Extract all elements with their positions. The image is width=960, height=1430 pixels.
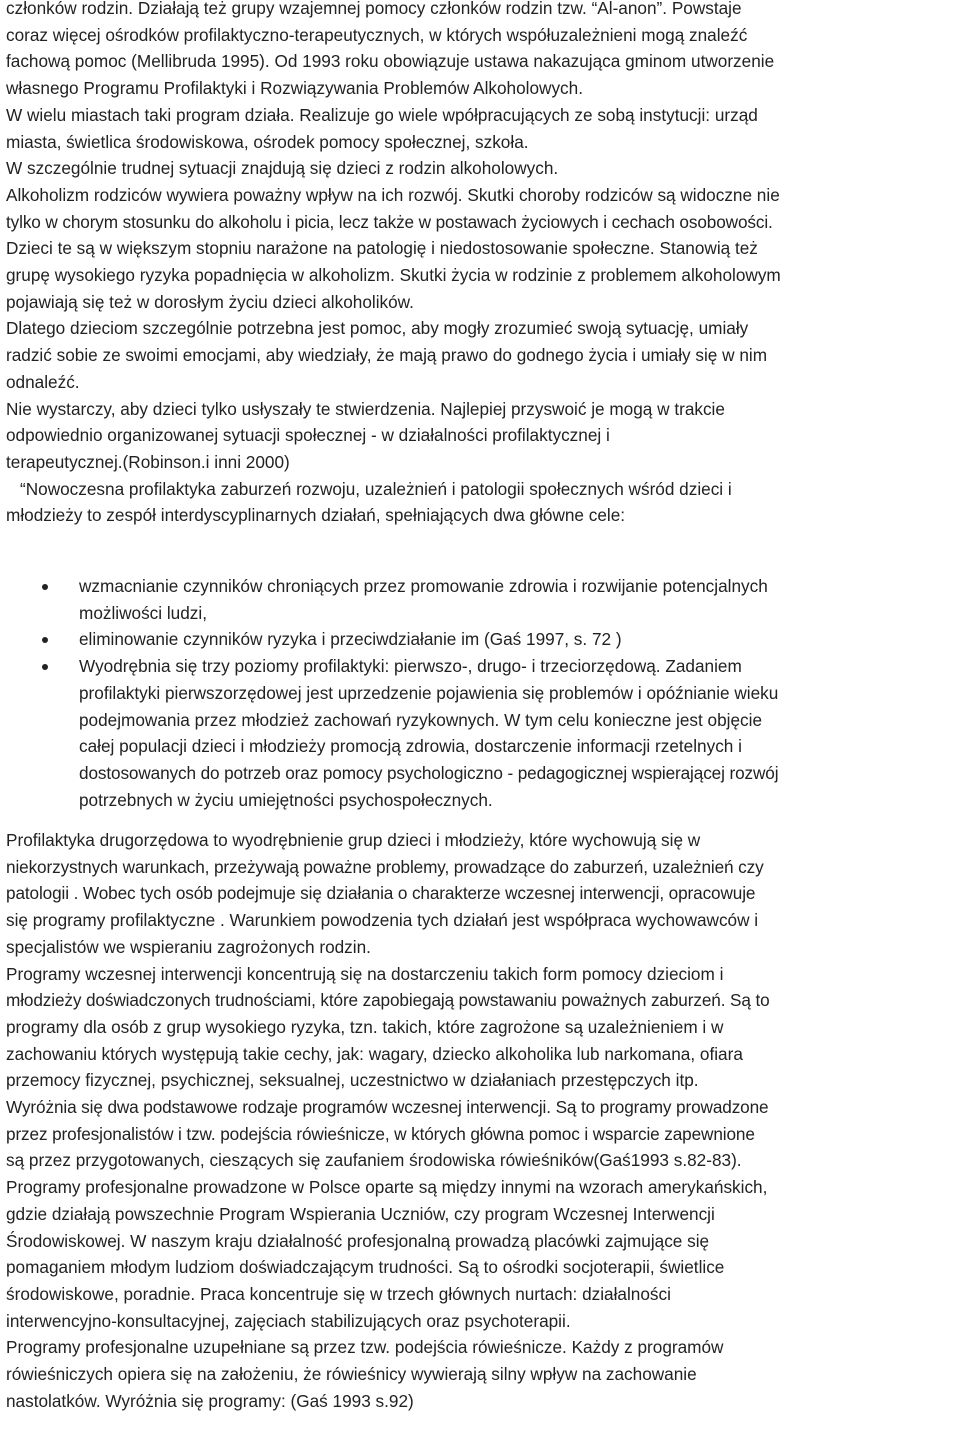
text-line: profilaktyki pierwszorzędowej jest uprzedzenie pojawienia się problemów i opóźnianie wieku: [79, 682, 779, 703]
text-line: nastolatków. Wyróżnia się programy: (Gaś 1993 s.92): [6, 1390, 414, 1411]
text-line: niekorzystnych warunkach, przeżywają poważne problemy, prowadzące do zaburzeń, uzależnień czy: [6, 856, 764, 877]
text-line: Wyodrębnia się trzy poziomy profilaktyki: pierwszo-, drugo- i trzeciorzędową. Zadaniem: [79, 656, 742, 677]
text-line: przemocy fizycznej, psychicznej, seksualnej, uczestnictwo w działaniach przestępczych itp.: [6, 1070, 699, 1091]
text-line: Profilaktyka drugorzędowa to wyodrębnienie grup dzieci i młodzieży, które wychowują się w: [6, 830, 701, 850]
text-line: W szczególnie trudnej sytuacji znajdują się dzieci z rodzin alkoholowych.: [6, 158, 559, 179]
text-line: Nie wystarczy, aby dzieci tylko usłyszały te stwierdzenia. Najlepiej przyswoić je mogą w trakcie: [6, 398, 725, 419]
text-line: pomaganiem młodym ludziom doświadczającym trudności. Są to ośrodki socjoterapii, świetlice: [6, 1257, 725, 1278]
text-line: wzmacnianie czynników chroniących przez promowanie zdrowia i rozwijanie potencjalnych: [79, 576, 768, 596]
text-line: są przez przygotowanych, cieszących się zaufaniem środowiska rówieśników(Gaś1993 s.82-83).: [6, 1150, 742, 1171]
text-line: coraz więcej ośrodków profilaktyczno-terapeutycznych, w których współuzależnieni mogą znaleźć: [6, 24, 748, 45]
text-line: możliwości ludzi,: [79, 602, 207, 623]
list-item: [6, 653, 954, 813]
closing-paragraphs: [6, 827, 954, 1414]
bullet-icon: [42, 584, 48, 590]
text-line: tylko w chorym stosunku do alkoholu i picia, lecz także w postawach życiowych i cechach osobowości.: [6, 211, 773, 232]
text-line: Programy profesjonalne uzupełniane są przez tzw. podejścia rówieśnicze. Każdy z programów: [6, 1337, 724, 1358]
text-line: potrzebnych w życiu umiejętności psychospołecznych.: [79, 789, 493, 810]
text-line: się programy profilaktyczne . Warunkiem powodzenia tych działań jest współpraca wychowawców i: [6, 910, 759, 931]
text-line: podejmowania przez młodzież zachowań ryzykownych. W tym celu konieczne jest objęcie: [79, 709, 763, 730]
text-line: Programy wczesnej interwencji koncentrują się na dostarczeniu takich form pomocy dzieciom i: [6, 963, 724, 984]
intro-paragraphs: [6, 0, 954, 529]
text-line: eliminowanie czynników ryzyka i przeciwdziałanie im (Gaś 1997, s. 72 ): [79, 629, 622, 650]
text-line: rówieśniczych opiera się na założeniu, że rówieśnicy wywierają silny wpływ na zachowanie: [6, 1364, 697, 1385]
bullet-icon: [42, 664, 48, 670]
text-line: radzić sobie ze swoimi emocjami, aby wiedziały, że mają prawo do godnego życia i umiały się w nim: [6, 345, 768, 366]
list-item: [6, 626, 954, 653]
text-line: Dlatego dzieciom szczególnie potrzebna jest pomoc, aby mogły zrozumieć swoją sytuację, umiały: [6, 318, 749, 339]
text-line: odpowiednio organizowanej sytuacji społecznej - w działalności profilaktycznej i: [6, 425, 610, 446]
text-line: interwencyjno-konsultacyjnej, zajęciach stabilizujących oraz psychoterapii.: [6, 1310, 571, 1331]
text-line: terapeutycznej.(Robinson.i inni 2000): [6, 451, 290, 472]
quote-line: “Nowoczesna profilaktyka zaburzeń rozwoju, uzależnień i patologii społecznych wśród dzieci i: [20, 478, 732, 499]
text-line: patologii . Wobec tych osób podejmuje się działania o charakterze wczesnej interwencji, opracowuje: [6, 883, 756, 904]
text-line: pojawiają się też w dorosłym życiu dzieci alkoholików.: [6, 291, 414, 312]
text-line: całej populacji dzieci i młodzieży promocją zdrowia, dostarczenie informacji rzetelnych i: [79, 736, 742, 757]
text-line: Programy profesjonalne prowadzone w Polsce oparte są między innymi na wzorach amerykańskich,: [6, 1177, 768, 1198]
text-line: W wielu miastach taki program działa. Realizuje go wiele wpółpracujących ze sobą instytucji: urząd: [6, 104, 758, 125]
bullet-list: [6, 573, 954, 813]
text-line: młodzieży to zespół interdyscyplinarnych działań, spełniających dwa główne cele:: [6, 505, 626, 526]
text-line: młodzieży doświadczonych trudnościami, które zapobiegają powstawaniu poważnych zaburzeń. Są to: [6, 990, 770, 1011]
text-line: własnego Programu Profilaktyki i Rozwiązywania Problemów Alkoholowych.: [6, 78, 583, 99]
text-line: specjalistów we wspieraniu zagrożonych rodzin.: [6, 936, 371, 957]
text-line: środowiskowe, poradnie. Praca koncentruje się w trzech głównych nurtach: działalności: [6, 1283, 671, 1304]
text-line: miasta, świetlica środowiskowa, ośrodek pomocy społecznej, szkoła.: [6, 131, 529, 152]
text-line: Wyróżnia się dwa podstawowe rodzaje programów wczesnej interwencji. Są to programy prowadzone: [6, 1097, 769, 1118]
text-line: zachowaniu których występują takie cechy, jak: wagary, dziecko alkoholika lub narkomana, ofiara: [6, 1043, 743, 1064]
text-line: gdzie działają powszechnie Program Wspierania Uczniów, czy program Wczesnej Interwencji: [6, 1203, 715, 1224]
text-line: Alkoholizm rodziców wywiera poważny wpływ na ich rozwój. Skutki choroby rodziców są widoczne nie: [6, 184, 780, 205]
text-line: członków rodzin. Działają też grupy wzajemnej pomocy członków rodzin tzw. “Al-anon”. Powstaje: [6, 0, 742, 18]
list-item: [6, 573, 954, 626]
text-line: grupę wysokiego ryzyka popadnięcia w alkoholizm. Skutki życia w rodzinie z problemem alkoholowym: [6, 265, 781, 286]
text-line: Środowiskowej. W naszym kraju działalność profesjonalną prowadzą placówki zajmujące się: [6, 1230, 710, 1251]
text-line: Dzieci te są w większym stopniu narażone na patologię i niedostosowanie społeczne. Stanowią też: [6, 238, 758, 259]
bullet-icon: [42, 637, 48, 643]
text-line: programy dla osób z grup wysokiego ryzyka, tzn. takich, które zagrożone są uzależnieniem i w: [6, 1016, 724, 1037]
text-line: fachową pomoc (Mellibruda 1995). Od 1993 roku obowiązuje ustawa nakazująca gminom utworzenie: [6, 51, 775, 72]
text-line: odnaleźć.: [6, 371, 80, 392]
text-line: przez profesjonalistów i tzw. podejścia rówieśnicze, w których główna pomoc i wsparcie zapewnione: [6, 1123, 755, 1144]
text-line: dostosowanych do potrzeb oraz pomocy psychologiczno - pedagogicznej wspierającej rozwój: [79, 762, 779, 783]
